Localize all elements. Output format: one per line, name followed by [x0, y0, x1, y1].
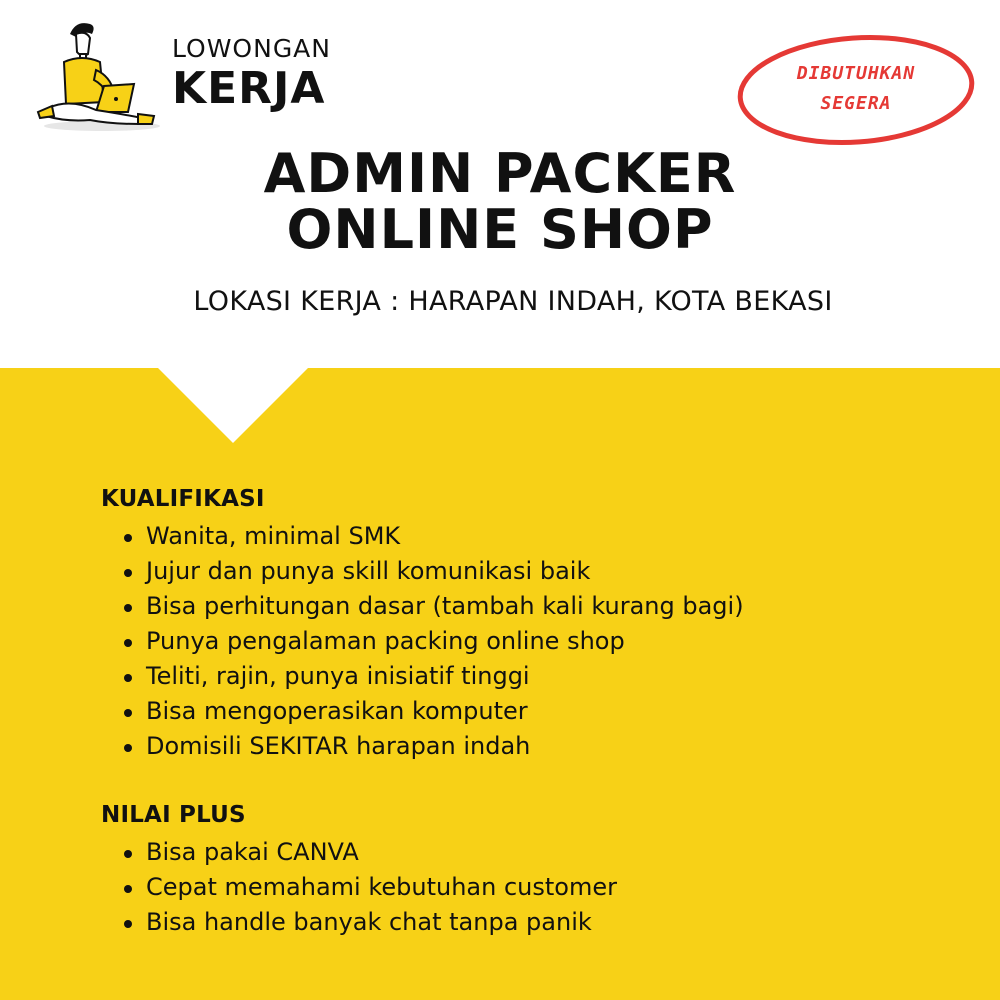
panel-notch: [158, 368, 308, 443]
urgent-stamp: [736, 30, 976, 150]
job-location: LOKASI KERJA : HARAPAN INDAH, KOTA BEKASI: [193, 286, 833, 317]
plus-list: [121, 835, 617, 940]
bullet-icon: [124, 569, 132, 577]
list-item-text: Cepat memahami kebutuhan customer: [146, 873, 617, 901]
person-with-laptop-illustration: [30, 14, 160, 136]
list-item-text: Teliti, rajin, punya inisiatif tinggi: [146, 662, 530, 690]
stamp-circle-icon: [736, 30, 976, 150]
list-item-text: Domisili SEKITAR harapan indah: [146, 732, 531, 760]
bullet-icon: [124, 534, 132, 542]
bullet-icon: [124, 674, 132, 682]
stamp-line-1: DIBUTUHKAN: [796, 63, 916, 84]
brand-title: KERJA: [172, 63, 326, 114]
list-item-text: Bisa handle banyak chat tanpa panik: [146, 908, 592, 936]
job-title-line-2: ONLINE SHOP: [286, 198, 714, 262]
list-item: [121, 729, 744, 764]
list-item: [121, 870, 617, 905]
list-item-text: Punya pengalaman packing online shop: [146, 627, 625, 655]
list-item: [121, 589, 744, 624]
brand-subtitle: LOWONGAN: [172, 34, 331, 63]
bullet-icon: [124, 744, 132, 752]
list-item: [121, 519, 744, 554]
list-item-text: Bisa perhitungan dasar (tambah kali kurang bagi): [146, 592, 744, 620]
brand-heading: [172, 34, 331, 114]
list-item: [121, 624, 744, 659]
list-item-text: Jujur dan punya skill komunikasi baik: [146, 557, 591, 585]
list-item: [121, 694, 744, 729]
stamp-line-2: SEGERA: [820, 93, 892, 114]
job-title-line-1: ADMIN PACKER: [263, 142, 737, 205]
list-item-text: Bisa mengoperasikan komputer: [146, 697, 528, 725]
list-item-text: Bisa pakai CANVA: [146, 838, 359, 866]
list-item: [121, 659, 744, 694]
bullet-icon: [124, 604, 132, 612]
bullet-icon: [124, 639, 132, 647]
bullet-icon: [124, 920, 132, 928]
bullet-icon: [124, 885, 132, 893]
list-item: [121, 554, 744, 589]
bullet-icon: [124, 850, 132, 858]
job-title: [0, 142, 1000, 262]
qualifications-list: [121, 519, 744, 764]
plus-title: NILAI PLUS: [101, 802, 246, 828]
list-item-text: Wanita, minimal SMK: [146, 522, 401, 550]
list-item: [121, 835, 617, 870]
list-item: [121, 905, 617, 940]
bullet-icon: [124, 709, 132, 717]
qualifications-title: KUALIFIKASI: [101, 486, 265, 512]
